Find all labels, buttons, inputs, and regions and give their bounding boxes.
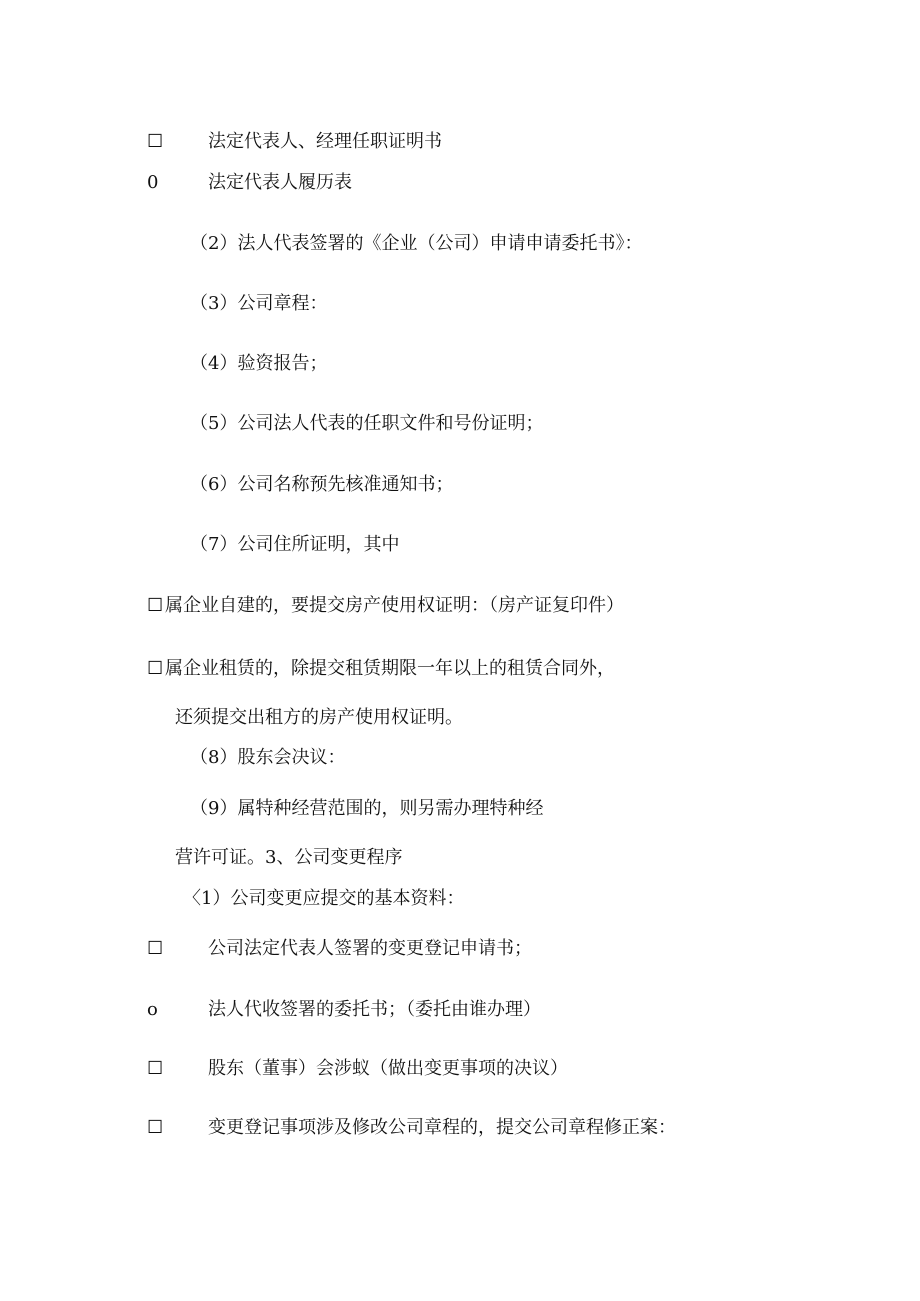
checkbox-marker: ☐ bbox=[147, 1058, 164, 1079]
document-line: 法定代表人履历表 bbox=[208, 172, 352, 193]
document-line: （8）股东会决议： bbox=[190, 747, 346, 768]
document-line: 法人代收签署的委托书；（委托由谁办理） bbox=[208, 999, 541, 1020]
document-line: 属企业租赁的，除提交租赁期限一年以上的租赁合同外， bbox=[165, 658, 615, 679]
document-line: 〈1）公司变更应提交的基本资料： bbox=[183, 888, 465, 909]
document-line: 公司法定代表人签署的变更登记申请书； bbox=[208, 938, 532, 959]
checkbox-marker: ☐ bbox=[147, 131, 164, 152]
checkbox-marker: ☐ bbox=[147, 595, 164, 616]
checkbox-marker: ☐ bbox=[147, 938, 164, 959]
document-line: （2）法人代表签署的《企业（公司）申请申请委托书》： bbox=[190, 233, 643, 254]
document-line: （3）公司章程： bbox=[190, 293, 328, 314]
document-line: （4）验资报告； bbox=[190, 353, 328, 374]
document-line: （6）公司名称预先核准通知书； bbox=[190, 474, 454, 495]
checkbox-marker: ☐ bbox=[147, 658, 164, 679]
document-line: 营许可证。3、公司变更程序 bbox=[175, 847, 403, 868]
document-line: 变更登记事项涉及修改公司章程的，提交公司章程修正案： bbox=[208, 1117, 676, 1138]
document-line: 法定代表人、经理任职证明书 bbox=[208, 131, 442, 152]
list-marker: o bbox=[147, 999, 158, 1020]
document-line: （5）公司法人代表的任职文件和号份证明； bbox=[190, 413, 544, 434]
document-line: （9）属特种经营范围的，则另需办理特种经 bbox=[190, 798, 544, 819]
checkbox-marker: ☐ bbox=[147, 1117, 164, 1138]
document-line: 股东（董事）会涉蚁（做出变更事项的决议） bbox=[208, 1058, 568, 1079]
document-line: 还须提交出租方的房产使用权证明。 bbox=[175, 707, 463, 728]
document-line: （7）公司住所证明，其中 bbox=[190, 534, 400, 555]
document-line: 属企业自建的，要提交房产使用权证明：（房产证复印件） bbox=[165, 595, 624, 616]
list-marker: 0 bbox=[147, 172, 159, 193]
